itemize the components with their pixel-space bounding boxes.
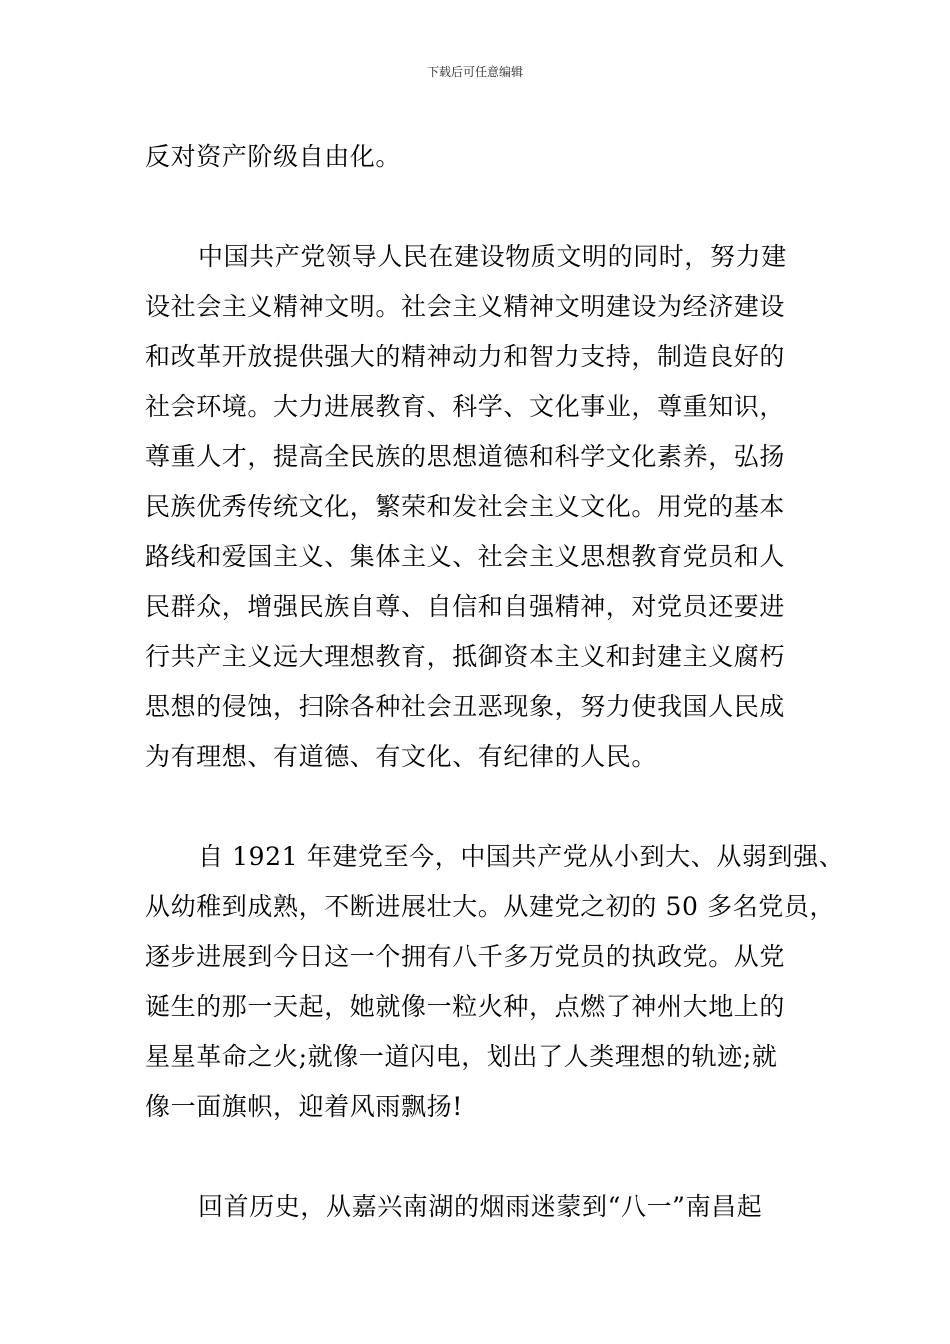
text-line: 从幼稚到成熟，不断进展壮大。从建党之初的 50 多名党员， <box>145 892 836 921</box>
paragraph <box>145 1182 815 1232</box>
text-line: 反对资产阶级自由化。 <box>145 142 402 171</box>
paragraph <box>145 132 815 182</box>
page-header: 下载后可任意编辑 <box>426 65 523 79</box>
paragraph <box>145 232 815 782</box>
text-line: 民族优秀传统文化，繁荣和发社会主义文化。用党的基本 <box>145 492 786 521</box>
text-line: 回首历史，从嘉兴南湖的烟雨迷蒙到“八一”南昌起 <box>198 1192 763 1221</box>
text-line: 设社会主义精神文明。社会主义精神文明建设为经济建设 <box>145 292 786 321</box>
paragraph-gap <box>145 1132 815 1182</box>
text-line: 逐步进展到今日这一个拥有八千多万党员的执政党。从党 <box>145 942 786 971</box>
paragraph-gap <box>145 782 815 832</box>
text-line: 像一面旗帜，迎着风雨飘扬! <box>145 1092 463 1121</box>
text-line: 尊重人才，提高全民族的思想道德和科学文化素养，弘扬 <box>145 442 786 471</box>
text-line: 社会环境。大力进展教育、科学、文化事业，尊重知识， <box>145 392 786 421</box>
text-line: 和改革开放提供强大的精神动力和智力支持，制造良好的 <box>145 342 786 371</box>
text-line: 路线和爱国主义、集体主义、社会主义思想教育党员和人 <box>145 542 786 571</box>
text-line: 自 1921 年建党至今，中国共产党从小到大、从弱到强、 <box>198 842 845 871</box>
text-line: 诞生的那一天起，她就像一粒火种，点燃了神州大地上的 <box>145 992 786 1021</box>
text-line: 中国共产党领导人民在建设物质文明的同时，努力建 <box>198 242 787 271</box>
text-line: 行共产主义远大理想教育，抵御资本主义和封建主义腐朽 <box>145 642 786 671</box>
document-body <box>145 132 845 1232</box>
text-line: 星星革命之火;就像一道闪电，划出了人类理想的轨迹;就 <box>145 1042 778 1071</box>
text-line: 思想的侵蚀，扫除各种社会丑恶现象，努力使我国人民成 <box>145 692 786 721</box>
text-line: 民群众，增强民族自尊、自信和自强精神，对党员还要进 <box>145 592 786 621</box>
paragraph-gap <box>145 182 815 232</box>
text-line: 为有理想、有道德、有文化、有纪律的人民。 <box>145 742 658 771</box>
paragraph <box>145 832 845 1132</box>
